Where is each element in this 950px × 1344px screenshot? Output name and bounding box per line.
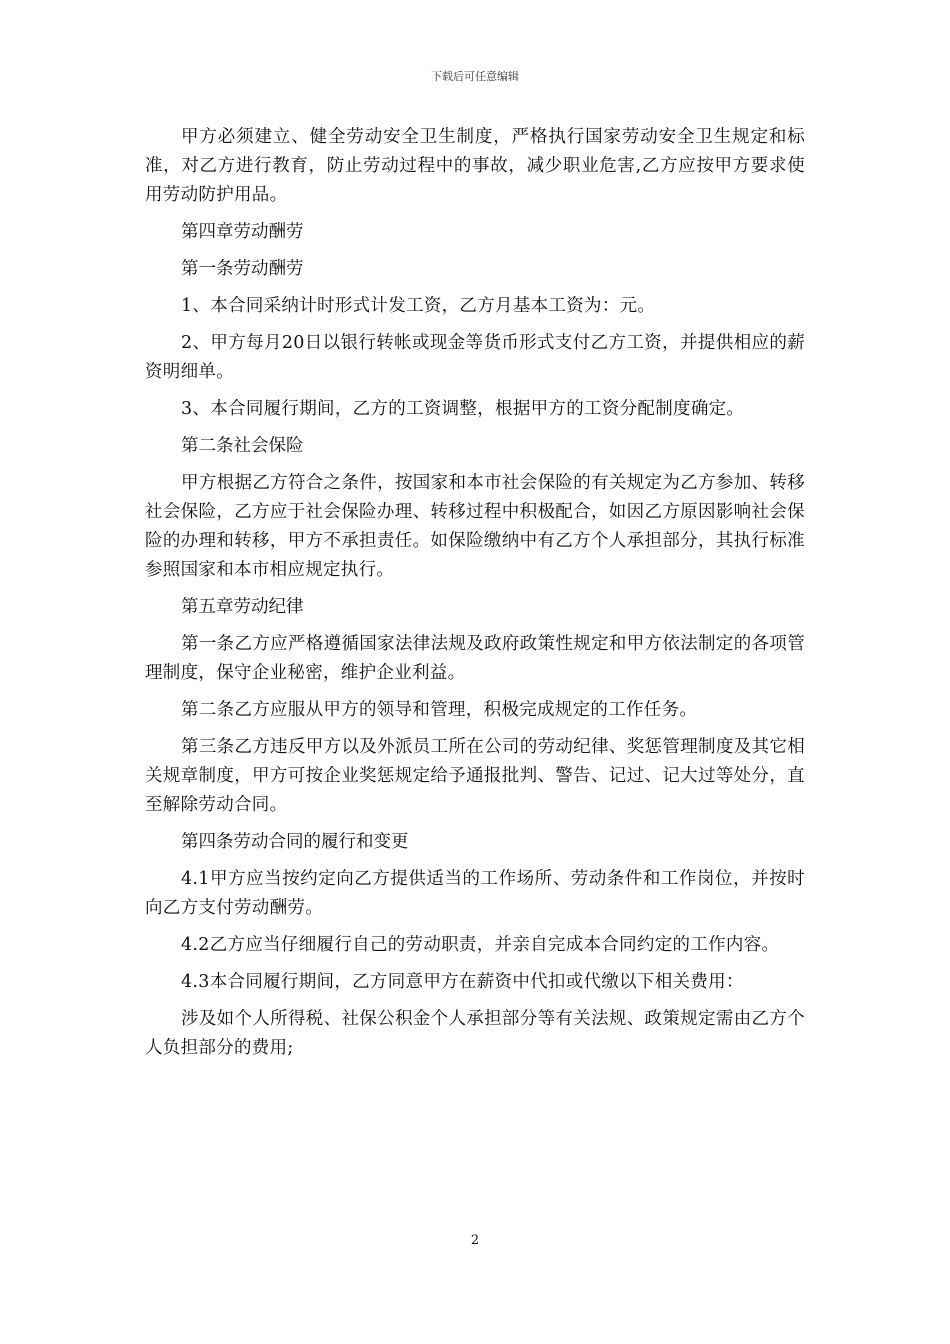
paragraph-4-2: 4.2乙方应当仔细履行自己的劳动职责，并亲自完成本合同约定的工作内容。 (181, 935, 780, 955)
paragraph-4-3: 4.3本合同履行期间，乙方同意甲方在薪资中代扣或代缴以下相关费用： (181, 972, 744, 992)
paragraph-social-insurance: 甲方根据乙方符合之条件，按国家和本市社会保险的有关规定为乙方参加、转移社会保险，乙方应于社会保险办理、转移过程中积极配合，如因乙方原因影响社会保险的办理和转移，甲方不承担责任。如保险缴纳中有乙方个人承担部分，其执行标准参照国家和本市相应规定执行。 (145, 473, 805, 580)
paragraph-discipline-1: 第一条乙方应严格遵循国家法律法规及政府政策性规定和甲方依法制定的各项管理制度，保守企业秘密，维护企业利益。 (145, 634, 805, 683)
paragraph-safety: 甲方必须建立、健全劳动安全卫生制度，严格执行国家劳动安全卫生规定和标准，对乙方进行教育，防止劳动过程中的事故，减少职业危害,乙方应按甲方要求使用劳动防护用品。 (145, 127, 805, 205)
article-heading-performance: 第四条劳动合同的履行和变更 (181, 832, 409, 852)
chapter-heading-4: 第四章劳动酬劳 (181, 222, 304, 242)
paragraph-discipline-3: 第三条乙方违反甲方以及外派员工所在公司的劳动纪律、奖惩管理制度及其它相关规章制度，甲方可按企业奖惩规定给予通报批判、警告、记过、记大过等处分，直至解除劳动合同。 (145, 737, 805, 815)
paragraph-4-1: 4.1甲方应当按约定向乙方提供适当的工作场所、劳动条件和工作岗位，并按时向乙方支付劳动酬劳。 (145, 869, 805, 918)
chapter-heading-5: 第五章劳动纪律 (181, 597, 304, 617)
paragraph-wage-2: 2、甲方每月20日以银行转帐或现金等货币形式支付乙方工资，并提供相应的薪资明细单。 (145, 333, 805, 382)
paragraph-wage-3: 3、本合同履行期间，乙方的工资调整，根据甲方的工资分配制度确定。 (181, 399, 745, 419)
document-body (145, 123, 805, 1071)
paragraph-deductions: 涉及如个人所得税、社保公积金个人承担部分等有关法规、政策规定需由乙方个人负担部分的费用; (145, 1009, 805, 1058)
paragraph-discipline-2: 第二条乙方应服从甲方的领导和管理，积极完成规定的工作任务。 (181, 700, 698, 720)
article-heading-remuneration: 第一条劳动酬劳 (181, 259, 304, 279)
article-heading-social-insurance: 第二条社会保险 (181, 436, 304, 456)
paragraph-wage-1: 1、本合同采纳计时形式计发工资，乙方月基本工资为：元。 (181, 296, 656, 316)
page-number: 2 (470, 1233, 480, 1248)
page-header-note: 下载后可任意编辑 (431, 70, 519, 83)
